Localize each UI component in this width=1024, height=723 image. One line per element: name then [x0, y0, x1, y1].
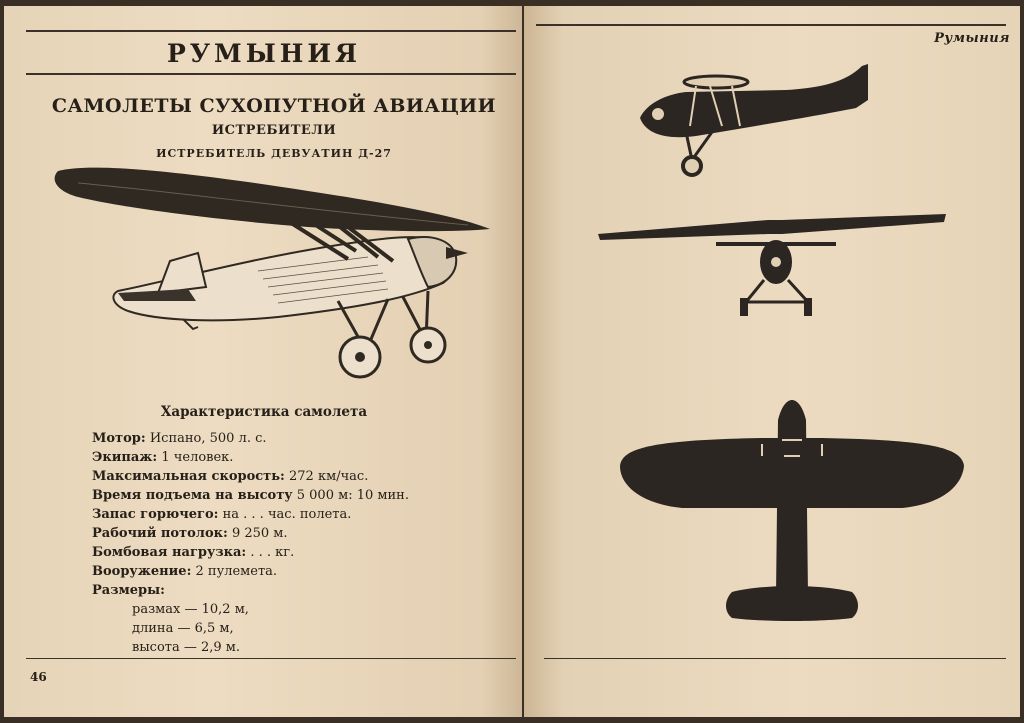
left-page — [4, 6, 522, 717]
spec-crew: Экипаж: 1 человек. — [92, 450, 234, 465]
spec-dimensions: Размеры: — [92, 583, 165, 598]
right-page — [524, 6, 1020, 717]
title-rule — [26, 73, 516, 75]
side-view-silhouette — [636, 56, 876, 186]
spec-bomb-load: Бомбовая нагрузка: . . . кг. — [92, 545, 295, 560]
dimension-length: длина — 6,5 м, — [132, 621, 234, 636]
top-rule — [26, 30, 516, 32]
subsection-title: ИСТРЕБИТЕЛИ — [211, 123, 337, 138]
running-head: Румыния — [934, 31, 1010, 46]
specs-list — [92, 429, 409, 657]
right-top-rule — [536, 24, 1006, 26]
top-view-silhouette — [612, 396, 972, 636]
dimension-height: высота — 2,9 м. — [132, 640, 241, 655]
aircraft-name: ИСТРЕБИТЕЛЬ ДЕВУАТИН Д-27 — [156, 147, 392, 160]
section-title: САМОЛЕТЫ СУХОПУТНОЙ АВИАЦИИ — [51, 95, 497, 117]
dimension-span: размах — 10,2 м, — [132, 602, 249, 617]
front-view-silhouette — [596, 206, 956, 326]
country-title: РУМЫНИЯ — [166, 39, 362, 68]
specs-heading: Характеристика самолета — [160, 404, 368, 420]
spec-climb-time: Время подъема на высоту 5 000 м: 10 мин. — [92, 488, 409, 503]
spec-max-speed: Максимальная скорость: 272 км/час. — [92, 469, 369, 484]
right-bottom-rule — [544, 658, 1006, 659]
spec-fuel: Запас горючего: на . . . час. полета. — [92, 507, 352, 522]
page-number: 46 — [30, 670, 47, 684]
spec-engine: Мотор: Испано, 500 л. с. — [92, 431, 267, 446]
aircraft-drawing — [48, 161, 518, 391]
bottom-rule — [26, 658, 516, 659]
spec-armament: Вооружение: 2 пулемета. — [92, 564, 278, 579]
spec-ceiling: Рабочий потолок: 9 250 м. — [92, 526, 288, 541]
